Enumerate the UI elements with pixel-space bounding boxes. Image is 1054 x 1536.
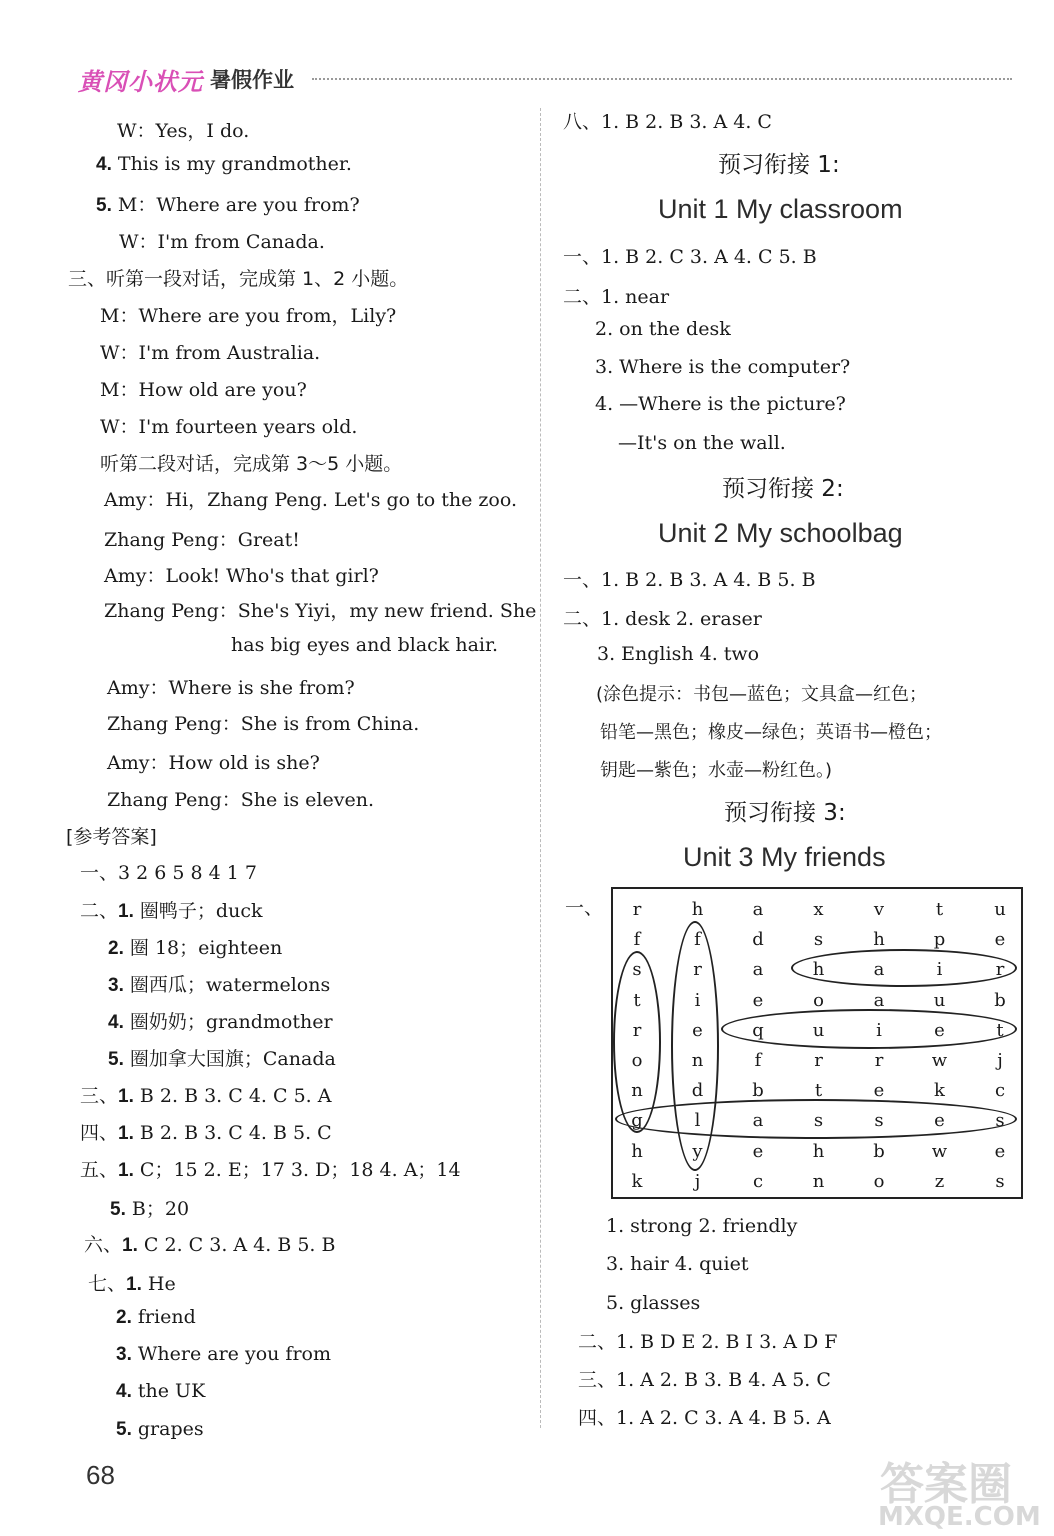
grid-letter: n bbox=[691, 1050, 704, 1071]
left-line-21: 一、3 2 6 5 8 4 1 7 bbox=[80, 862, 257, 884]
grid-letter: u bbox=[933, 989, 946, 1011]
grid-letter: q bbox=[752, 1019, 764, 1041]
left-line-10: 听第二段对话，完成第 3～5 小题。 bbox=[100, 453, 403, 475]
u1-q2-1: 二、1. near bbox=[563, 286, 670, 308]
grid-letter: c bbox=[752, 1170, 764, 1192]
grid-letter: e bbox=[752, 989, 764, 1011]
grid-letter: s bbox=[995, 1170, 1005, 1192]
grid-letter: b bbox=[752, 1080, 764, 1102]
u3-q4: 四、1. A 2. C 3. A 4. B 5. A bbox=[578, 1407, 831, 1429]
header-dotted-rule bbox=[312, 78, 1012, 80]
grid-letter: d bbox=[752, 929, 764, 951]
left-line-14: Zhang Peng：She's Yiyi，my new friend. She bbox=[104, 600, 537, 622]
unit-1-heading: Unit 1 My classroom bbox=[658, 194, 903, 224]
u2-color-hint-2: 铅笔—黑色；橡皮—绿色；英语书—橙色； bbox=[600, 722, 942, 743]
grid-letter: u bbox=[994, 899, 1006, 920]
u2-color-hint-3: 钥匙—紫色；水壶—粉红色。) bbox=[600, 760, 833, 781]
grid-letter: p bbox=[933, 929, 946, 951]
grid-letter: t bbox=[814, 1080, 823, 1102]
left-line-6: M：Where are you from，Lily? bbox=[100, 305, 397, 327]
grid-letter: s bbox=[995, 1110, 1005, 1132]
grid-letter: g bbox=[631, 1110, 643, 1132]
header-title: 暑假作业 bbox=[210, 68, 294, 92]
answer-oval-friendly bbox=[671, 921, 719, 1171]
answer-oval-strong bbox=[613, 951, 661, 1133]
left-line-24: 3. 圈西瓜；watermelons bbox=[108, 974, 331, 996]
grid-letter: i bbox=[936, 959, 943, 981]
unit-3-heading: Unit 3 My friends bbox=[683, 842, 886, 872]
grid-letter: e bbox=[692, 1019, 703, 1041]
grid-letter: j bbox=[997, 1050, 1003, 1071]
grid-letter: r bbox=[874, 1050, 884, 1071]
answer-oval-hair bbox=[791, 949, 1017, 987]
left-line-13: Amy：Look! Who's that girl? bbox=[104, 565, 379, 587]
left-line-32: 七、1. He bbox=[88, 1273, 176, 1295]
grid-letter: d bbox=[691, 1080, 704, 1102]
grid-letter: b bbox=[873, 1140, 885, 1162]
grid-letter: r bbox=[814, 1050, 823, 1071]
unit-2-heading: Unit 2 My schoolbag bbox=[658, 518, 903, 548]
u3-words-1: 1. strong 2. friendly bbox=[606, 1215, 798, 1237]
u3-q2: 二、1. B D E 2. B I 3. A D F bbox=[578, 1331, 838, 1353]
grid-letter: e bbox=[994, 929, 1006, 951]
grid-letter: j bbox=[694, 1170, 701, 1192]
grid-letter: a bbox=[752, 959, 764, 981]
grid-letter: e bbox=[934, 1019, 945, 1041]
preview-1-title: 预习衔接 1: bbox=[718, 152, 840, 178]
u1-q2-3: 3. Where is the computer? bbox=[595, 356, 851, 378]
grid-letter: i bbox=[876, 1019, 882, 1041]
right-line-8: 八、1. B 2. B 3. A 4. C bbox=[563, 111, 772, 133]
grid-letter: x bbox=[813, 899, 824, 920]
grid-letter: c bbox=[994, 1080, 1006, 1102]
grid-letter: e bbox=[994, 1140, 1006, 1162]
column-divider bbox=[540, 108, 541, 1428]
grid-letter: s bbox=[632, 959, 642, 981]
grid-letter: t bbox=[996, 1019, 1004, 1041]
left-line-1: W：Yes，I do. bbox=[117, 120, 250, 142]
reference-answer-heading: [参考答案] bbox=[66, 826, 157, 848]
brand-logo: 黄冈小状元 bbox=[78, 68, 203, 96]
grid-letter: o bbox=[813, 989, 824, 1011]
u2-q2-2: 3. English 4. two bbox=[597, 643, 760, 665]
grid-letter: s bbox=[813, 929, 824, 951]
left-line-36: 5. grapes bbox=[116, 1418, 204, 1440]
left-line-30: 5. B；20 bbox=[110, 1198, 190, 1220]
grid-letter: z bbox=[934, 1170, 945, 1192]
grid-letter: a bbox=[873, 959, 885, 981]
grid-letter: h bbox=[812, 1140, 825, 1162]
left-line-16: Amy：Where is she from? bbox=[107, 677, 355, 699]
left-line-17: Zhang Peng：She is from China. bbox=[107, 713, 420, 735]
grid-letter: a bbox=[873, 989, 885, 1011]
grid-letter: i bbox=[694, 989, 701, 1011]
left-line-33: 2. friend bbox=[116, 1306, 196, 1328]
grid-letter: u bbox=[812, 1019, 825, 1041]
left-line-34: 3. Where are you from bbox=[116, 1343, 331, 1365]
grid-letter: f bbox=[633, 929, 641, 951]
u2-color-hint-1: (涂色提示：书包—蓝色；文具盒—红色； bbox=[596, 684, 928, 705]
u3-words-2: 3. hair 4. quiet bbox=[606, 1253, 749, 1275]
left-line-19: Zhang Peng：She is eleven. bbox=[107, 789, 375, 811]
left-line-11: Amy：Hi，Zhang Peng. Let's go to the zoo. bbox=[104, 489, 517, 511]
left-line-4: W：I'm from Canada. bbox=[119, 231, 325, 253]
grid-letter: s bbox=[874, 1110, 884, 1132]
left-line-27: 三、1. B 2. B 3. C 4. C 5. A bbox=[80, 1085, 332, 1107]
left-line-8: M：How old are you? bbox=[100, 379, 307, 401]
left-line-22: 二、1. 圈鸭子；duck bbox=[80, 900, 263, 922]
u2-q2-1: 二、1. desk 2. eraser bbox=[563, 608, 762, 630]
grid-letter: t bbox=[633, 989, 641, 1011]
grid-letter: n bbox=[812, 1170, 825, 1192]
watermark-url: MXQE.COM bbox=[878, 1502, 1041, 1532]
grid-letter: v bbox=[873, 899, 885, 920]
u1-q2-5: —It's on the wall. bbox=[618, 432, 786, 454]
grid-letter: l bbox=[694, 1110, 701, 1132]
preview-2-title: 预习衔接 2: bbox=[722, 476, 844, 502]
grid-letter: k bbox=[934, 1080, 945, 1102]
left-line-12: Zhang Peng：Great! bbox=[104, 529, 300, 551]
grid-letter: e bbox=[873, 1080, 885, 1102]
left-line-18: Amy：How old is she? bbox=[107, 752, 320, 774]
left-line-26: 5. 圈加拿大国旗；Canada bbox=[108, 1048, 336, 1070]
grid-letter: k bbox=[631, 1170, 643, 1192]
left-line-25: 4. 圈奶奶；grandmother bbox=[108, 1011, 333, 1033]
answer-oval-quiet bbox=[721, 1009, 1017, 1049]
grid-letter: r bbox=[632, 899, 642, 920]
left-line-5: 三、听第一段对话，完成第 1、2 小题。 bbox=[68, 268, 409, 290]
left-line-7: W：I'm from Australia. bbox=[100, 342, 321, 364]
left-line-31: 六、1. C 2. C 3. A 4. B 5. B bbox=[84, 1234, 336, 1256]
grid-letter: r bbox=[632, 1019, 642, 1041]
grid-letter: o bbox=[873, 1170, 885, 1192]
grid-letter: w bbox=[931, 1050, 948, 1071]
left-line-35: 4. the UK bbox=[116, 1380, 206, 1402]
grid-letter: e bbox=[752, 1140, 764, 1162]
left-line-23: 2. 圈 18；eighteen bbox=[108, 937, 283, 959]
u1-q2-4: 4. —Where is the picture? bbox=[595, 393, 846, 415]
u2-q1: 一、1. B 2. B 3. A 4. B 5. B bbox=[563, 569, 816, 591]
grid-letter: e bbox=[934, 1110, 945, 1132]
left-line-9: W：I'm fourteen years old. bbox=[100, 416, 358, 438]
watermark-logo: 答案圈 bbox=[880, 1459, 1012, 1510]
left-line-28: 四、1. B 2. B 3. C 4. B 5. C bbox=[80, 1122, 332, 1144]
grid-letter: o bbox=[631, 1050, 643, 1071]
grid-letter: n bbox=[631, 1080, 643, 1102]
u3-words-3: 5. glasses bbox=[606, 1292, 701, 1314]
preview-3-title: 预习衔接 3: bbox=[724, 800, 846, 826]
grid-letter: f bbox=[694, 929, 701, 951]
left-line-2: 4. This is my grandmother. bbox=[96, 153, 352, 175]
grid-letter: r bbox=[995, 959, 1005, 981]
u1-q2-2: 2. on the desk bbox=[595, 318, 731, 340]
grid-letter: w bbox=[931, 1140, 948, 1162]
grid-letter: h bbox=[812, 959, 825, 981]
u3-q3: 三、1. A 2. B 3. B 4. A 5. C bbox=[578, 1369, 831, 1391]
word-search-grid bbox=[611, 887, 1023, 1199]
grid-letter: h bbox=[873, 929, 885, 951]
grid-letter: s bbox=[813, 1110, 824, 1132]
grid-letter: a bbox=[752, 899, 764, 920]
page-number: 68 bbox=[86, 1460, 115, 1490]
grid-letter: b bbox=[994, 989, 1006, 1011]
grid-letter: f bbox=[754, 1050, 762, 1071]
grid-letter: r bbox=[693, 959, 702, 981]
left-line-15: has big eyes and black hair. bbox=[231, 634, 499, 656]
grid-letter: t bbox=[935, 899, 944, 920]
left-line-29: 五、1. C；15 2. E；17 3. D；18 4. A；14 bbox=[80, 1159, 461, 1181]
grid-letter: h bbox=[631, 1140, 643, 1162]
grid-letter: y bbox=[692, 1140, 703, 1162]
grid-letter: a bbox=[752, 1110, 764, 1132]
left-line-3: 5. M：Where are you from? bbox=[96, 194, 360, 216]
u1-q1: 一、1. B 2. C 3. A 4. C 5. B bbox=[563, 246, 817, 268]
u3-q1-label: 一、 bbox=[565, 897, 604, 919]
grid-letter: h bbox=[691, 899, 704, 920]
